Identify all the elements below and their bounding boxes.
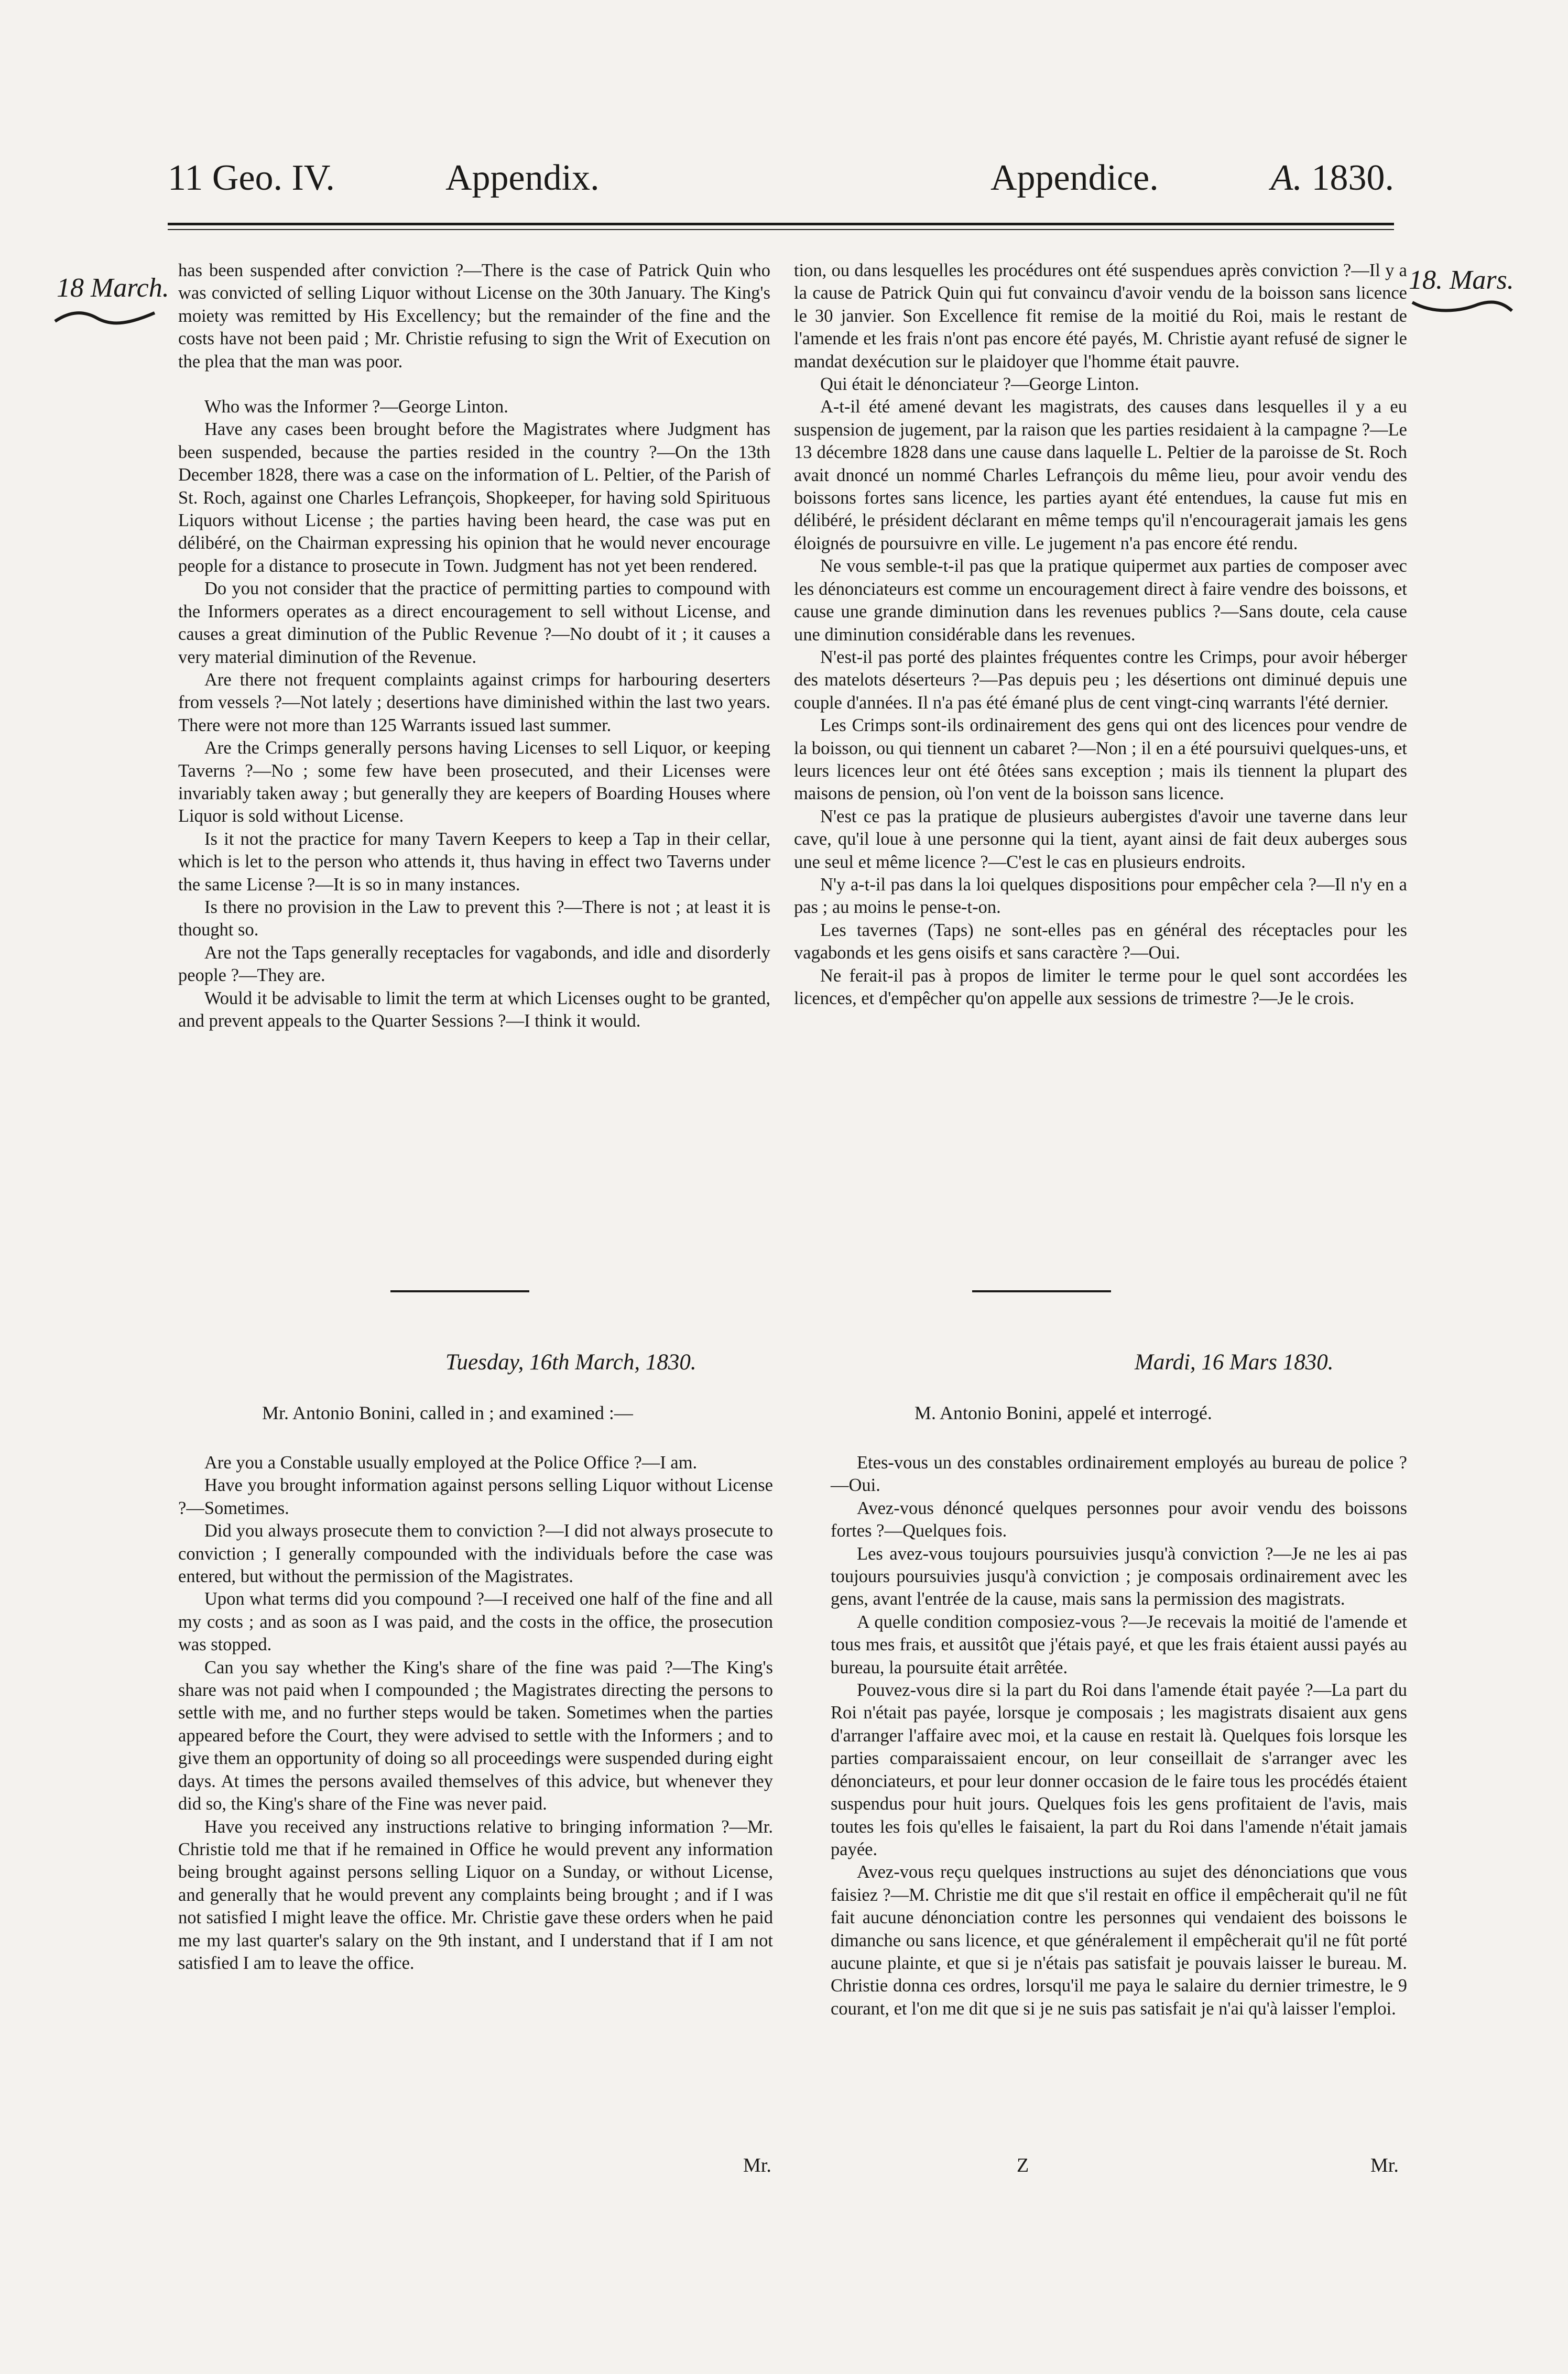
paragraph: tion, ou dans lesquelles les procédures ont été suspendues après conviction ?—Il y a la cause de Patrick Quin qui fut convaincu d'avoir vendu de la boisson sans licence le 30 janvier. Son Excellence fit remise de la moitié du Roi, mais le restant de l'amende et les frais n'ont pas encore été payés, M. Christie ayant refusé de signer le mandat dexécution sur le plaidoyer que l'homme était pauvre.: [794, 260, 1407, 372]
paragraph: Les Crimps sont-ils ordinairement des gens qui ont des licences pour vendre de la boisson, ou qui tiennent un cabaret ?—Non ; il en a été poursuivi quelques-uns, et leurs licences leur ont été ôtées sans exception ; mais ils tiennent la plupart des maisons de pension, où l'on vent de la boisson sans licence.: [794, 715, 1407, 804]
appendix-letter: A.: [1270, 158, 1302, 198]
paragraph: Are there not frequent complaints against crimps for harbouring deserters from vessels ?—Not lately ; desertions have diminished within the last two years. There were not more than 125 Warrants issued last summer.: [178, 669, 770, 735]
paragraph: Ne vous semble-t-il pas que la pratique quipermet aux parties de composer avec les dénonciateurs est comme un encouragement direct à faire vendre des boissons, et cause une grande diminution dans les revenues publics ?—Sans doute, cela cause une diminution considérable dans les revenues.: [794, 556, 1407, 645]
paragraph: Ne ferait-il pas à propos de limiter le terme pour le quel sont accordées les licences, et d'empêcher qu'on appelle aux sessions de trimestre ?—Je le crois.: [794, 965, 1407, 1008]
paragraph: has been suspended after conviction ?—There is the case of Patrick Quin who was convicted of selling Liquor without License on the 30th January. The King's moiety was remitted by His Excellency; but the remainder of the fine and the costs have not been paid ; Mr. Christie refusing to sign the Writ of Execution on the plea that the man was poor.: [178, 260, 770, 372]
header-title-french: Appendice.: [990, 158, 1159, 198]
paragraph: Would it be advisable to limit the term at which Licenses ought to be granted, and prevent appeals to the Quarter Sessions ?—I think it would.: [178, 988, 770, 1031]
paragraph: Etes-vous un des constables ordinairement employés au bureau de police ?—Oui.: [831, 1453, 1407, 1496]
header-rule-thin: [168, 229, 1394, 230]
witness-heading-french: M. Antonio Bonini, appelé et interrogé.: [914, 1402, 1212, 1423]
paragraph: Upon what terms did you compound ?—I received one half of the fine and all my costs ; and as soon as I was paid, and the costs in the office, the prosecution was stopped.: [178, 1589, 773, 1655]
paragraph: Did you always prosecute them to conviction ?—I did not always prosecute to conviction ; I generally compounded with the individuals before the case was entered, but without the permission of the Magistrates.: [178, 1521, 773, 1587]
paragraph: N'est ce pas la pratique de plusieurs aubergistes d'avoir une taverne dans leur cave, qu'il loue à une personne qui la tient, ayant ainsi de fait deux auberges sous une seul et même licence ?—C'est le cas en plusieurs endroits.: [794, 806, 1407, 872]
paragraph: Can you say whether the King's share of the fine was paid ?—The King's share was not paid when I compounded ; the Magistrates directing the persons to settle with me, and no further steps would be taken. Sometimes when the parties appeared before the Court, they were advised to settle with the Informers ; and to give them an opportunity of doing so all proceedings were suspended during eight days. At times the persons availed themselves of this advice, but whenever they did so, the King's share of the Fine was never paid.: [178, 1657, 773, 1814]
signature-mark: Z: [1017, 2154, 1029, 2176]
paragraph: Do you not consider that the practice of permitting parties to compound with the Informers operates as a direct encouragement to sell without License, and causes a great diminution of the Public Revenue ?—No doubt of it ; it causes a very material diminution of the Revenue.: [178, 579, 770, 667]
swash-ornament-right-icon: [1410, 296, 1515, 317]
year: 1830.: [1311, 158, 1394, 198]
margin-date-french: 18. Mars.: [1409, 265, 1514, 295]
paragraph: Have you received any instructions relative to bringing information ?—Mr. Christie told me that if he remained in Office he would prevent any information being brought against persons selling Liquor on a Sunday, or without License, and generally that he would prevent any complaints being brought ; and if I was not satisfied I might leave the office. Mr. Christie gave these orders when he paid me my last quarter's salary on the 9th instant, and I understand that if I am not satisfied I am to leave the office.: [178, 1816, 773, 1973]
paragraph: Avez-vous reçu quelques instructions au sujet des dénonciations que vous faisiez ?—M. Christie me dit que s'il restait en office il empêcherait qu'il ne fût fait aucune dénonciation contre les personnes qui vendaient des boissons le dimanche ou sans licence, et que généralement il empêcherait qu'il ne fût porté aucune plainte, et que si je n'étais pas satisfait je pouvais laisser le bureau. M. Christie donna ces ordres, lorsqu'il me paya le salaire du dernier trimestre, le 9 courant, et l'on me dit que si je ne suis pas satisfait je n'ai qu'à laisser l'emploi.: [831, 1862, 1407, 2019]
paragraph: Are you a Constable usually employed at the Police Office ?—I am.: [204, 1453, 698, 1473]
regnal-year: 11 Geo. IV.: [168, 158, 335, 198]
english-column-top: [178, 259, 770, 1032]
header-rule-thick: [168, 223, 1394, 225]
section-divider-english: [390, 1290, 529, 1292]
paragraph: Are the Crimps generally persons having Licenses to sell Liquor, or keeping Taverns ?—No ; some few have been prosecuted, and their Licenses were invariably taken away ; but generally they are keepers of Boarding Houses where Liquor is sold without License.: [178, 738, 770, 826]
session-date-english: Tuesday, 16th March, 1830.: [445, 1350, 696, 1375]
catchword-english: Mr.: [743, 2154, 771, 2176]
paragraph: Les tavernes (Taps) ne sont-elles pas en général des réceptacles pour les vagabonds et les gens oisifs et sans caractère ?—Oui.: [794, 920, 1407, 963]
paragraph: Who was the Informer ?—George Linton.: [204, 397, 508, 417]
witness-heading-english: Mr. Antonio Bonini, called in ; and examined :—: [262, 1402, 633, 1423]
paragraph: Is there no provision in the Law to prevent this ?—There is not ; at least it is thought so.: [178, 897, 770, 940]
french-column-top: [794, 259, 1407, 1010]
swash-ornament-left-icon: [52, 307, 157, 328]
paragraph: N'y a-t-il pas dans la loi quelques dispositions pour empêcher cela ?—Il n'y en a pas ; au moins le pense-t-on.: [794, 874, 1407, 918]
english-column-bottom: [178, 1452, 773, 1975]
header-appendix-year: [1271, 157, 1394, 199]
section-divider-french: [972, 1290, 1111, 1292]
paragraph: A quelle condition composiez-vous ?—Je recevais la moitié de l'amende et tous mes frais, et aussitôt que j'étais payé, et que les frais étaient aussi payés au bureau, la poursuite était arrêtée.: [831, 1611, 1407, 1678]
paragraph: Avez-vous dénoncé quelques personnes pour avoir vendu des boissons fortes ?—Quelques fois.: [831, 1498, 1407, 1541]
header-title-english: Appendix.: [445, 158, 600, 198]
margin-date-english: 18 March.: [57, 273, 169, 303]
paragraph: Have you brought information against persons selling Liquor without License ?—Sometimes.: [178, 1475, 773, 1518]
paragraph: N'est-il pas porté des plaintes fréquentes contre les Crimps, pour avoir héberger des matelots déserteurs ?—Pas depuis peu ; les désertions ont diminué depuis une couple d'années. Il n'a pas été émané plus de cent vingt-cinq warrants l'été dernier.: [794, 647, 1407, 713]
paragraph: Qui était le dénonciateur ?—George Linton.: [820, 374, 1139, 395]
paragraph: Are not the Taps generally receptacles for vagabonds, and idle and disorderly people ?—They are.: [178, 942, 770, 986]
paragraph: Is it not the practice for many Tavern Keepers to keep a Tap in their cellar, which is let to the person who attends it, thus having in effect two Taverns under the same License ?—It is so in many instances.: [178, 829, 770, 895]
paragraph: A-t-il été amené devant les magistrats, des causes dans lesquelles il y a eu suspension de jugement, par la raison que les parties residaient à la campagne ?—Le 13 décembre 1828 dans une cause dans laquelle L. Peltier de la paroisse de St. Roch avait dnoncé un nommé Charles Lefrançois du même lieu, pour avoir vendu des boissons fortes sans licence, les parties ayant été entendues, la cause fut mis en délibéré, le président déclarant en même temps qu'il n'encouragerait jamais les gens éloignés de poursuivre en ville. Le jugement n'a pas encore été rendu.: [794, 397, 1407, 553]
paragraph: Pouvez-vous dire si la part du Roi dans l'amende était payée ?—La part du Roi n'était pas payée, lorsque je composais ; les magistrats disaient aux gens d'arranger l'affaire avec moi, et la cause en restait là. Quelques fois lorsque les parties comparaissaient encour, on leur conseillait de s'arranger avec les dénonciateurs, et pour leur donner occasion de le faire tous les procédés étaient suspendus pour huit jours. Quelques fois les gens profitaient de l'avis, mais toutes les fois qu'elles le faisaient, la part du Roi dans l'amende n'était jamais payée.: [831, 1680, 1407, 1859]
session-date-french: Mardi, 16 Mars 1830.: [1135, 1350, 1334, 1375]
running-header: [168, 157, 1394, 215]
french-column-bottom: [831, 1452, 1407, 2020]
paragraph: Les avez-vous toujours poursuivies jusqu'à conviction ?—Je ne les ai pas toujours poursuivies jusqu'à conviction ; je composais ordinairement avec les gens, avant l'entrée de la cause, mais sans la permission des magistrats.: [831, 1543, 1407, 1609]
catchword-french: Mr.: [1370, 2154, 1399, 2176]
paragraph: Have any cases been brought before the Magistrates where Judgment has been suspended, because the parties resided in the country ?—On the 13th December 1828, there was a case on the information of L. Peltier, of the Parish of St. Roch, against one Charles Lefrançois, Shopkeeper, for having sold Spirituous Liquors without License ; the parties having been heard, the case was put en délibéré, on the Chairman expressing his opinion that he would never encourage people for a distance to prosecute in Town. Judgment has not yet been rendered.: [178, 419, 770, 576]
